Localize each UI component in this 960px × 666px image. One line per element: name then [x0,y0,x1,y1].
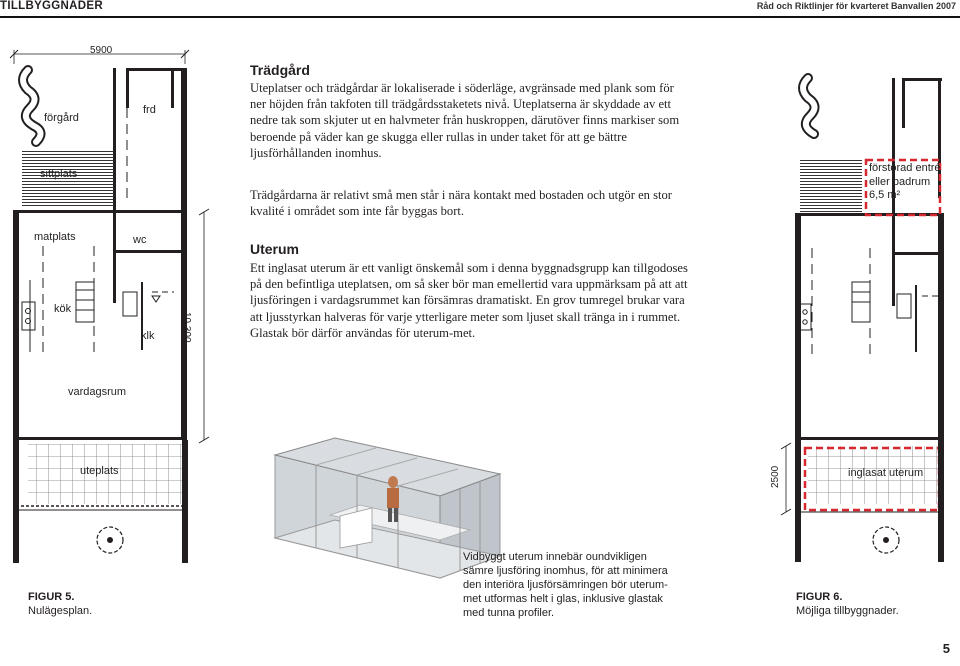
dimension-length: 10 300 [181,312,192,343]
room-label-wc: wc [133,234,147,246]
paragraph-uterum: Ett inglasat uterum är ett vanligt önskemål som i denna byggnadsgrupp kan tillgodoses på den befintliga uteplatsen, om så sker bör man emellertid vara uppmärksam på att att ljusföringen i vardagsrummet kan försämras dramatiskt. En grov tumregel brukar vara att ljusstyrkan halveras för varje ytterligare meter som ljuset skall tränga in i rummet. Glastak bör därför användas för uterum-met. [250,261,688,340]
room-label-vardagsrum: vardagsrum [68,386,127,398]
room-label-forgard: förgård [44,112,79,124]
figure-6-text: Möjliga tillbyggnader. [796,605,899,617]
room-label-sittplats: sittplats [40,168,78,180]
figure-5-number: FIGUR 5. [28,591,75,603]
figure-6-number: FIGUR 6. [796,591,843,603]
figure-5-text: Nulägesplan. [28,605,93,617]
heading-tradgard: Trädgård [250,62,310,78]
room-label-kok: kök [54,303,72,315]
figure-5-caption [28,590,92,618]
annotation-entre: förstorad entré eller badrum 6,5 m² [869,162,941,201]
room-label-matplats: matplats [34,231,76,243]
document-title: Råd och Riktlinjer för kvarteret Banvallen 2007 [756,1,956,11]
annotation-uterum: inglasat uterum [848,467,924,479]
plan-right [781,78,944,562]
plan-left [10,50,209,563]
paragraph-tradgard-2: Trädgårdarna är relativt små men står i nära kontakt med bostaden och utgör en stor kvalité i området som inte får byggas bort. [250,188,672,219]
page-number: 5 [942,641,950,656]
heading-uterum: Uterum [250,241,300,257]
room-label-uteplats: uteplats [80,465,119,477]
room-label-frd: frd [143,104,156,116]
figure-6-caption [796,590,899,618]
paragraph-tradgard-1: Uteplatser och trädgårdar är lokaliserade i söderläge, avgränsade med plank som för ner höjden från takfoten till trädgårdsstaketets nivå. Uteplatserna är skyddade av ett nedre tak som skjuter ut en halvmeter från huskroppen, därutöver finns markiser som beroende på väder kan ge skugga eller rullas in under taket för att ge bättre ljusförhållanden inomhus. [250,81,680,160]
chapter-title: TILLBYGGNADER [0,0,103,12]
room-label-klk: klk [141,330,155,342]
dimension-width: 5900 [90,45,113,56]
dimension-2500: 2500 [770,465,781,488]
illustration-note: Vidbyggt uterum innebär oundvikligen sämre ljusföring inomhus, för att minimera den interiöra ljusförsämringen bör uterum- met utformas helt i glas, inklusive glastak med tunna profiler. [463,551,668,619]
